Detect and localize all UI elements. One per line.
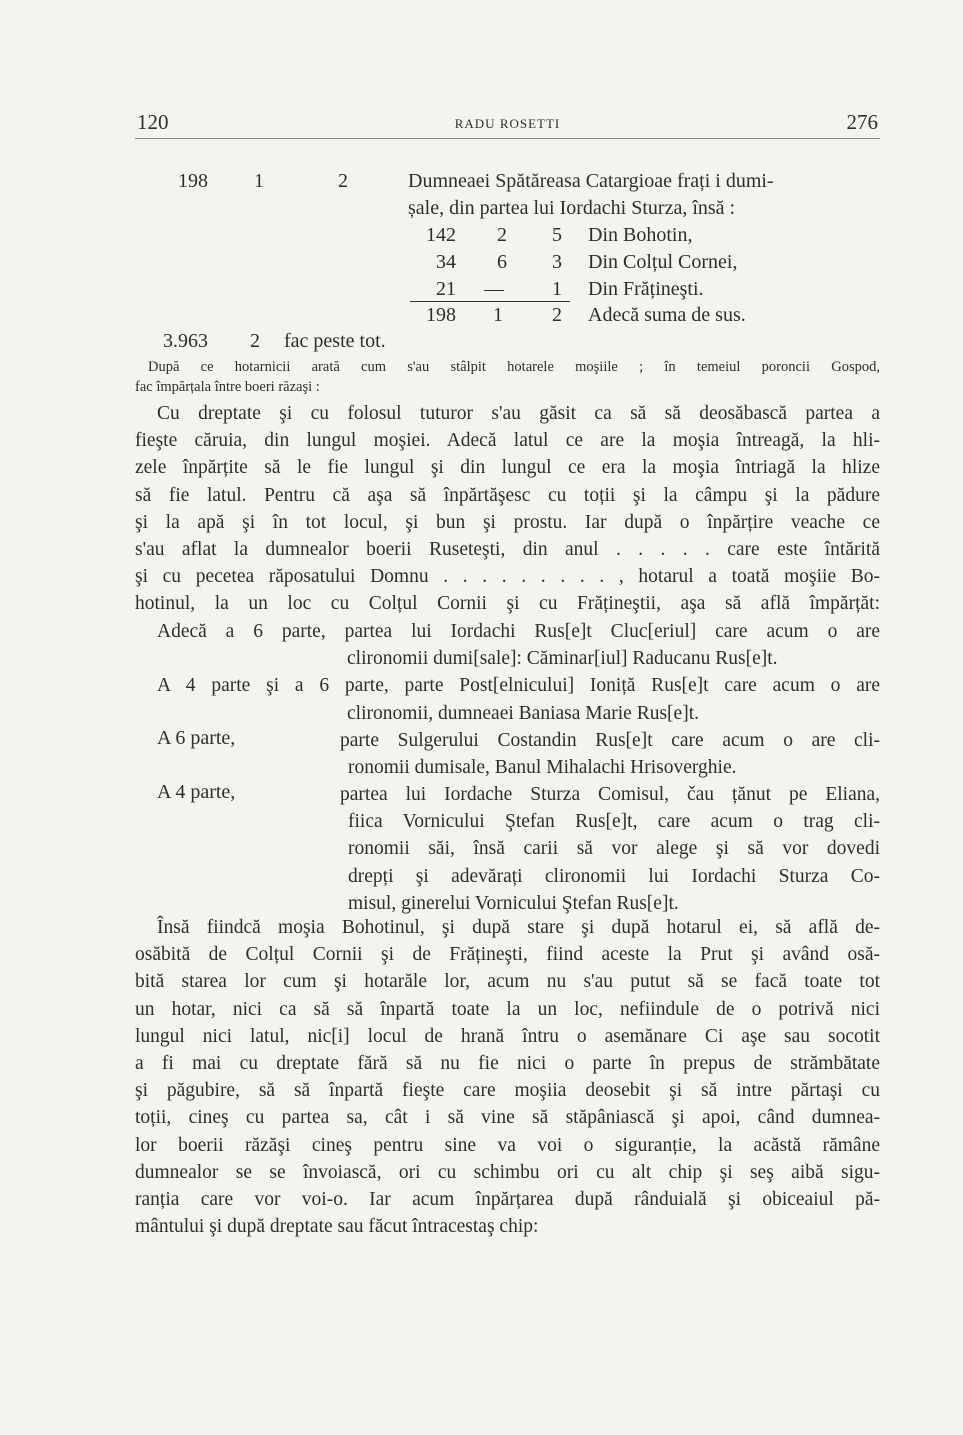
text-line: osăbită de Colțul Cornii şi de Frățineşti, fiind aceste la Prut şi având osă-	[135, 944, 880, 966]
share-line: fiica Vornicului Ştefan Rus[e]t, care acum o trag cli-	[348, 811, 880, 833]
text-line: şi la apă şi în tot locul, şi bun şi prostu. Iar după o înpărțire veache ce	[135, 511, 880, 533]
share-line: clironomii dumi[sale]: Căminar[iul] Raducanu Rus[e]t.	[347, 648, 778, 670]
table-cell: 2	[552, 304, 562, 326]
text-line: s'au aflat la dumnealor boerii Ruseteşti, din anul . . . . . care este întărită	[135, 539, 880, 561]
table-cell: 1	[493, 304, 503, 326]
share-line: drepți şi adevărați clironomii lui Iordachi Sturza Co-	[348, 865, 880, 887]
text-line: lungul nici latul, nic[i] locul de hrană întru o asemănare Ci aşe sau socotit	[135, 1025, 880, 1047]
table-total: 3.963	[163, 330, 208, 352]
table-cell: 2	[497, 224, 507, 246]
table-cell: 2	[338, 170, 348, 192]
share-line: ronomii dumisale, Banul Mihalachi Hrisoverghie.	[348, 757, 737, 779]
share-line: parte Sulgerului Costandin Rus[e]t care acum o are cli-	[340, 730, 880, 751]
share-line: Adecă a 6 parte, partea lui Iordachi Rus[e]t Cluc[eriul] care acum o are	[157, 621, 880, 642]
text-line: dumnealor se se învoiască, ori cu schimbu ori cu alt chip şi seş aibă sigu-	[135, 1161, 880, 1183]
running-title: RADU ROSETTI	[454, 116, 561, 131]
table-label: Adecă suma de sus.	[588, 304, 746, 326]
text-line: zele înpărțite să le fie lungul şi din lungul ce era la moşia întriagă la hlize	[135, 457, 880, 479]
text-line: Însă fiindcă moşia Bohotinul, şi după stare şi după hotarul ei, să află de-	[157, 917, 880, 938]
share-line: A 4 parte şi a 6 parte, parte Post[elnicului] Ioniță Rus[e]t care acum o are	[157, 675, 880, 697]
text-line: toții, cineş cu partea sa, cât i să vine să stăpâniască şi apoi, când dumnea-	[135, 1107, 880, 1129]
text-line: şi păgubire, să să înpartă fieşte care moşiia deosebit şi să intre părtaşi cu	[135, 1080, 880, 1102]
table-description: Dumneaei Spătăreasa Catargioae frați i dumi-	[408, 170, 774, 192]
note-line: După ce hotarnicii arată cum s'au stâlpit hotarele moşiile ; în temeiul poroncii Gospod,	[148, 359, 880, 375]
text-line: fieşte căruia, din lungul moşiei. Adecă latul ce are la moşia întreagă, la hli-	[135, 430, 880, 452]
page-number: 120	[137, 110, 169, 134]
editor-note	[135, 357, 880, 397]
table-cell: 1	[552, 278, 562, 300]
table-label: Din Frățineşti.	[588, 278, 704, 300]
text-line: să fie latul. Pentru că aşa să înpărtăşesc cu toții şi la câmpu şi la pădure	[135, 484, 880, 506]
table-cell: 5	[552, 224, 562, 246]
table-cell: 198	[426, 304, 456, 326]
share-line: partea lui Iordache Sturza Comisul, čau țănut pe Eliana,	[340, 784, 880, 805]
table-cell: 3	[552, 251, 562, 273]
text-line: ranția care vor voi-o. Iar acum înpărțarea după rânduială şi obiceaiul pă-	[135, 1189, 880, 1211]
table-description: șale, din partea lui Iordachi Sturza, însă :	[408, 197, 736, 219]
table-total-label: fac peste tot.	[284, 330, 386, 352]
text-line: hotinul, la un loc cu Colțul Cornii şi cu Frățineştii, aşa să află împărțăt:	[135, 593, 880, 615]
table-cell: 34	[436, 251, 456, 273]
share-text	[340, 781, 880, 917]
share-line: ronomii săi, însă carii să vor alege şi să vor dovedi	[348, 838, 880, 860]
table-total: 2	[250, 330, 260, 352]
table-label: Din Colțul Cornei,	[588, 251, 738, 273]
text-line: un hotar, nici ca să să înpartă toate la un loc, nefiindule de o potrivă nici	[135, 998, 880, 1020]
table-cell: —	[484, 278, 504, 300]
text-line: Cu dreptate şi cu folosul tuturor s'au găsit ca să să deosăbască partea a	[157, 403, 880, 424]
shares-list	[135, 618, 880, 727]
paragraph	[135, 400, 880, 618]
sum-rule	[410, 301, 570, 302]
text-line: bită starea lor cum şi hotarăle lor, acum nu s'au putut să se facă toate tot	[135, 971, 880, 993]
share-label: A 6 parte,	[157, 727, 236, 749]
paragraph	[135, 914, 880, 1240]
text-line: lor boerii răzăşi cineş pentru sine va voi o siguranție, la acăstă rămâne	[135, 1134, 880, 1156]
text-line: a fi mai cu dreptate fără să nu fie nici o parte în prepus de strămbătate	[135, 1053, 880, 1075]
note-line: fac împărțala între boeri răzaşi :	[135, 379, 320, 395]
text-line: şi cu pecetea răposatului Domnu . . . . . . . . . , hotarul a toată moşiie Bo-	[135, 566, 880, 588]
table-label: Din Bohotin,	[588, 224, 693, 246]
share-line: clironomii, dumneaei Baniasa Marie Rus[e]t.	[347, 702, 699, 724]
running-header	[135, 108, 880, 139]
share-label: A 4 parte,	[157, 781, 236, 803]
table-cell: 1	[254, 170, 264, 192]
page-number-handwritten: 276	[846, 110, 878, 134]
share-line: misul, ginerelui Vornicului Ştefan Rus[e]t.	[348, 892, 679, 914]
text-line: mântului şi după dreptate sau făcut întracestaş chip:	[135, 1216, 539, 1238]
table-cell: 142	[426, 224, 456, 246]
table-cell: 198	[178, 170, 208, 192]
table-cell: 21	[436, 278, 456, 300]
table-cell: 6	[497, 251, 507, 273]
share-text	[340, 727, 880, 781]
